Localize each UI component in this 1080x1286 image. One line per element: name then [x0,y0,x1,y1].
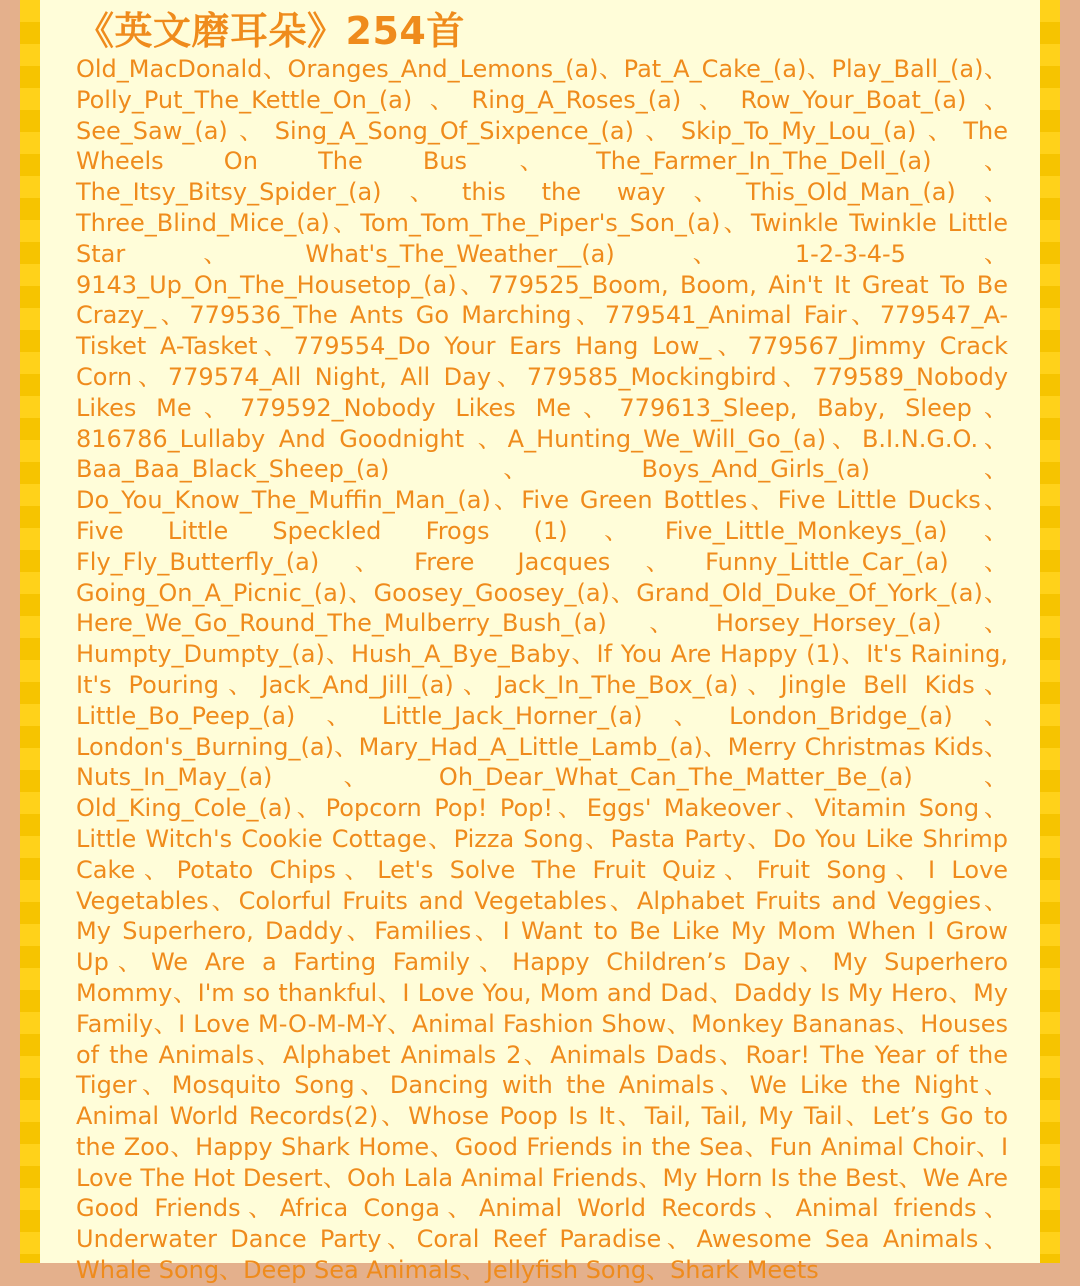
song-title: 779541_Animal Fair [604,301,847,330]
song-title: Jingle Bell Kids [780,670,975,699]
list-separator: 、 [461,1256,486,1285]
song-title: 1-2-3-4-5 [794,239,906,268]
list-separator: 、 [208,886,239,915]
song-title: 9143_Up_On_The_Housetop_(a) [76,270,457,299]
song-title: this the way [461,178,666,207]
song-title: Let's Solve The Fruit Quiz [377,855,716,884]
list-separator: 、 [610,547,706,576]
list-separator: 、 [971,393,1009,422]
song-title: Old_MacDonald [76,55,263,83]
list-separator: 、 [381,178,462,207]
list-separator: 、 [638,1163,663,1192]
list-separator: 、 [978,1225,1009,1254]
list-separator: 、 [156,301,190,330]
song-title: London's_Burning_(a) [76,732,334,761]
song-title: My Superhero Mommy [76,948,1009,1007]
song-title: Families [374,917,472,946]
song-title: Animal World Records(2) [76,1102,379,1131]
list-separator: 、 [333,732,359,761]
list-separator: 、 [342,917,375,946]
list-separator: 、 [947,516,1009,545]
song-title: Awesome Sea Animals [696,1225,979,1254]
song-title: 779567_Jimmy Crack Corn [76,332,1009,391]
song-title: We Like the Night [749,1071,979,1100]
song-title: Here_We_Go_Round_The_Mulberry_Bush_(a) [76,609,607,638]
list-separator: 、 [272,763,439,792]
list-separator: 、 [681,85,741,114]
song-title: This_Old_Man_(a) [745,178,956,207]
list-separator: 、 [191,393,240,422]
song-title: 779554_Do Your Ears Hang Low_ [293,332,712,361]
song-title: Pasta Party [610,824,746,853]
list-separator: 、 [666,1009,692,1038]
song-title: Oranges_And_Lemons_(a) [287,55,599,83]
song-title: We Are a Farting Family [150,948,471,977]
list-separator: 、 [324,640,351,669]
song-title: See_Saw_(a) [76,116,228,145]
list-separator: 、 [948,547,1009,576]
song-title: 779547_A-Tisket A-Tasket [76,301,1009,361]
list-separator: 、 [661,1225,697,1254]
song-title: Fly_Fly_Butterfly_(a) [76,547,320,576]
list-separator: 、 [806,55,832,83]
song-title: Baa_Baa_Black_Sheep_(a) [76,455,390,484]
list-separator: 、 [553,794,587,823]
song-title: Pizza Song [453,824,584,853]
list-separator: 、 [291,794,326,823]
song-title: Going_On_A_Picnic_(a) [76,578,348,607]
list-separator: 、 [633,116,681,145]
list-separator: 、 [606,609,716,638]
list-separator: 、 [335,855,378,884]
song-title: Merry Christmas Kids [727,732,984,761]
song-title: Animal Fashion Show [411,1009,667,1038]
song-title: Coral Reef Paradise [416,1225,662,1254]
song-title: Twinkle Twinkle Little Star [76,208,1008,268]
document-content [76,8,1009,1285]
song-title: I Love Vegetables [76,855,1009,915]
song-title: Animal friends [795,1194,977,1223]
list-separator: 、 [716,1040,746,1069]
list-separator: 、 [981,886,1009,915]
song-title: Vitamin Song [814,794,980,823]
list-separator: 、 [983,55,1009,83]
song-title: Skip_To_My_Lou_(a) [680,116,917,145]
song-title: Roar! The Year of the Tiger [76,1040,1009,1100]
list-separator: 、 [955,178,1009,207]
list-separator: 、 [453,670,497,699]
song-title: Houses of the Animals [76,1009,1009,1069]
list-separator: 、 [153,1009,179,1038]
song-title: Happy Children’s Day [512,948,791,977]
list-separator: 、 [916,116,964,145]
list-separator: 、 [567,516,665,545]
list-separator: 、 [490,486,522,515]
song-title: Jack_And_Jill_(a) [261,670,454,699]
song-title: Old_King_Cole_(a) [76,794,292,823]
song-title: I Want to Be Like My Mom When I Grow Up [76,917,1009,977]
list-separator: 、 [389,455,642,484]
list-separator: 、 [886,855,929,884]
song-title: Do_You_Know_The_Muffin_Man_(a) [76,486,491,515]
list-separator: 、 [354,1071,390,1100]
list-separator: 、 [898,1163,923,1192]
list-separator: 、 [135,855,177,884]
song-title: Mosquito Song [171,1071,355,1100]
song-title: Boys_And_Girls_(a) [641,455,870,484]
song-list [76,54,1008,1286]
list-separator: 、 [614,1102,645,1131]
song-title: It's Raining, It's Pouring [76,640,1009,699]
song-title: B.I.N.G.O. [861,424,979,453]
list-separator: 、 [386,1009,412,1038]
list-separator: 、 [477,424,508,453]
list-separator: 、 [952,701,1009,730]
list-separator: 、 [720,208,751,237]
song-title: Alphabet Animals 2 [282,1040,522,1069]
song-title: Animals Dads [550,1040,717,1069]
list-separator: 、 [846,301,880,330]
song-title: Grand_Old_Duke_Of_York_(a) [636,578,983,607]
song-title: Nuts_In_May_(a) [76,763,273,792]
song-title: Colorful Fruits and Vegetables [238,886,607,915]
list-separator: 、 [329,208,361,237]
song-title: Little_Jack_Horner_(a) [381,701,643,730]
song-title: 779536_The Ants Go Marching [189,301,572,330]
list-separator: 、 [665,178,746,207]
song-title: I Love The Hot Desert [76,1132,1009,1192]
song-title: Polly_Put_The_Kettle_On_(a) [76,85,413,114]
list-separator: 、 [840,640,867,669]
list-separator: 、 [262,55,288,83]
song-title: Ooh Lala Animal Friends [347,1163,639,1192]
page-title: 《英文磨耳朵》254首 [76,9,465,53]
song-title: Frere Jacques [414,547,611,576]
song-title: 779525_Boom, Boom, Ain't It Great To Be Crazy_ [76,270,1008,330]
list-separator: 、 [979,794,1009,823]
list-separator: 、 [295,701,382,730]
song-title: Jellyfish Song [485,1256,647,1285]
song-title: Funny_Little_Car_(a) [705,547,949,576]
list-separator: 、 [521,1040,551,1069]
list-separator: 、 [980,486,1009,515]
song-title: The Wheels On The Bus [76,116,1009,176]
list-separator: 、 [136,1071,172,1100]
list-separator: 、 [491,362,527,391]
list-separator: 、 [439,1194,479,1223]
list-separator: 、 [711,332,748,361]
list-separator: 、 [747,486,778,515]
list-separator: 、 [470,948,513,977]
list-separator: 、 [609,578,637,607]
song-title: Five Little Speckled Frogs (1) [76,516,568,545]
list-separator: 、 [429,1132,455,1161]
song-title: Pat_A_Cake_(a) [623,55,807,83]
list-separator: 、 [571,301,605,330]
song-title: My Family [76,978,1009,1038]
list-separator: 、 [978,1071,1009,1100]
list-separator: 、 [976,1194,1009,1223]
song-title: London_Bridge_(a) [729,701,953,730]
list-separator: 、 [790,948,833,977]
list-separator: 、 [941,609,1009,638]
list-separator: 、 [570,640,597,669]
list-separator: 、 [412,85,472,114]
song-title: Popcorn Pop! Pop! [325,794,553,823]
list-separator: 、 [254,1040,283,1069]
song-title: Oh_Dear_What_Can_The_Matter_Be_(a) [438,763,913,792]
song-title: Underwater Dance Party [76,1225,382,1254]
list-separator: 、 [218,670,262,699]
list-separator: 、 [125,239,306,268]
song-title: 816786_Lullaby And Goodnight [76,424,478,453]
song-title: Fun Animal Choir [769,1132,976,1161]
list-separator: 、 [257,332,294,361]
list-separator: 、 [467,147,597,176]
list-separator: 、 [240,1194,280,1223]
song-title: A_Hunting_We_Will_Go_(a) [507,424,827,453]
list-separator: 、 [606,886,637,915]
song-title: Good Friends in the Sea [454,1132,744,1161]
list-separator: 、 [974,670,1009,699]
song-title: If You Are Happy (1) [596,640,841,669]
song-title: We Are Good Friends [76,1163,1009,1223]
list-separator: 、 [745,824,773,853]
song-title: Whose Poop Is It [408,1102,615,1131]
list-separator: 、 [982,578,1009,607]
song-title: Africa Conga [279,1194,440,1223]
song-title: Mary_Had_A_Little_Lamb_(a) [358,732,703,761]
song-title: Hush_A_Bye_Baby [350,640,571,669]
song-title: Deep Sea Animals [243,1256,462,1285]
song-title: 779592_Nobody Likes Me [240,393,572,422]
list-separator: 、 [614,239,795,268]
song-title: What's_The_Weather__(a) [305,239,615,268]
list-separator: 、 [598,55,624,83]
list-separator: 、 [756,1194,796,1223]
song-title: Whale Song [76,1256,220,1285]
song-title: Five Little Ducks [777,486,981,515]
song-title: I Love M-O-M-M-Y [178,1009,387,1038]
list-separator: 、 [780,794,815,823]
song-title: I'm so thankful [197,978,378,1007]
song-title: Tail, Tail, My Tail [644,1102,843,1131]
list-separator: 、 [912,763,1008,792]
song-title: My Horn Is the Best [662,1163,899,1192]
list-separator: 、 [715,855,757,884]
list-separator: 、 [571,393,620,422]
list-separator: 、 [381,1225,417,1254]
song-title: Shark Meets [670,1256,819,1285]
song-title: Humpty_Dumpty_(a) [76,640,325,669]
list-separator: 、 [132,362,168,391]
list-separator: 、 [108,948,151,977]
list-separator: 、 [931,147,1009,176]
list-separator: 、 [975,1132,1001,1161]
list-separator: 、 [322,1163,348,1192]
list-separator: 、 [583,824,611,853]
song-title: Monkey Bananas [691,1009,896,1038]
list-separator: 、 [776,362,813,391]
song-title: Potato Chips [176,855,336,884]
song-title: The_Farmer_In_The_Dell_(a) [596,147,932,176]
list-separator: 、 [227,116,275,145]
song-title: Do You Like Shrimp Cake [76,824,1009,884]
song-title: Dancing with the Animals [389,1071,715,1100]
song-title: Alphabet Fruits and Veggies [636,886,982,915]
song-title: Little Witch's Cookie Cottage [76,824,427,853]
list-separator: 、 [826,424,862,453]
list-separator: 、 [347,578,374,607]
list-separator: 、 [714,1071,750,1100]
song-title: Horsey_Horsey_(a) [715,609,942,638]
song-title: Row_Your_Boat_(a) [740,85,967,114]
song-title: Three_Blind_Mice_(a) [76,208,330,237]
list-separator: 、 [869,455,1008,484]
list-separator: 、 [377,978,403,1007]
list-separator: 、 [456,270,489,299]
list-separator: 、 [842,1102,873,1131]
song-title: Tom_Tom_The_Piper's_Son_(a) [360,208,721,237]
song-title: Let’s Go to the Zoo [76,1102,1009,1161]
list-separator: 、 [646,1256,671,1285]
song-title: Sing_A_Song_Of_Sixpence_(a) [274,116,634,145]
song-title: Happy Shark Home [195,1132,430,1161]
song-title: Ring_A_Roses_(a) [471,85,682,114]
song-title: 779574_All Night, All Day [167,362,492,391]
song-title: The_Itsy_Bitsy_Spider_(a) [76,178,382,207]
song-title: Jack_In_The_Box_(a) [496,670,739,699]
list-separator: 、 [743,1132,770,1161]
list-separator: 、 [895,1009,921,1038]
song-title: Daddy Is My Hero [733,978,948,1007]
song-title: Little_Bo_Peep_(a) [76,701,296,730]
list-separator: 、 [983,732,1009,761]
list-separator: 、 [978,424,1009,453]
song-title: 779585_Mockingbird [526,362,777,391]
list-separator: 、 [738,670,781,699]
song-title: Animal World Records [478,1194,757,1223]
list-separator: 、 [708,978,734,1007]
list-separator: 、 [905,239,1009,268]
song-title: 779589_Nobody Likes Me [76,362,1009,422]
song-title: Play_Ball_(a) [831,55,984,83]
list-separator: 、 [169,1132,196,1161]
list-separator: 、 [642,701,730,730]
list-separator: 、 [966,85,1008,114]
song-title: Fruit Song [756,855,887,884]
list-separator: 、 [702,732,728,761]
song-title: I Love You, Mom and Dad [402,978,709,1007]
list-separator: 、 [471,917,503,946]
list-separator: 、 [947,978,974,1007]
song-title: Eggs' Makeover [586,794,781,823]
song-title: My Superhero, Daddy [76,917,343,946]
song-title: 779613_Sleep, Baby, Sleep [619,393,972,422]
list-separator: 、 [219,1256,244,1285]
song-title: Five_Little_Monkeys_(a) [664,516,948,545]
list-separator: 、 [426,824,454,853]
list-separator: 、 [172,978,198,1007]
list-separator: 、 [319,547,415,576]
list-separator: 、 [378,1102,409,1131]
song-title: Five Green Bottles [521,486,748,515]
song-title: Goosey_Goosey_(a) [373,578,610,607]
